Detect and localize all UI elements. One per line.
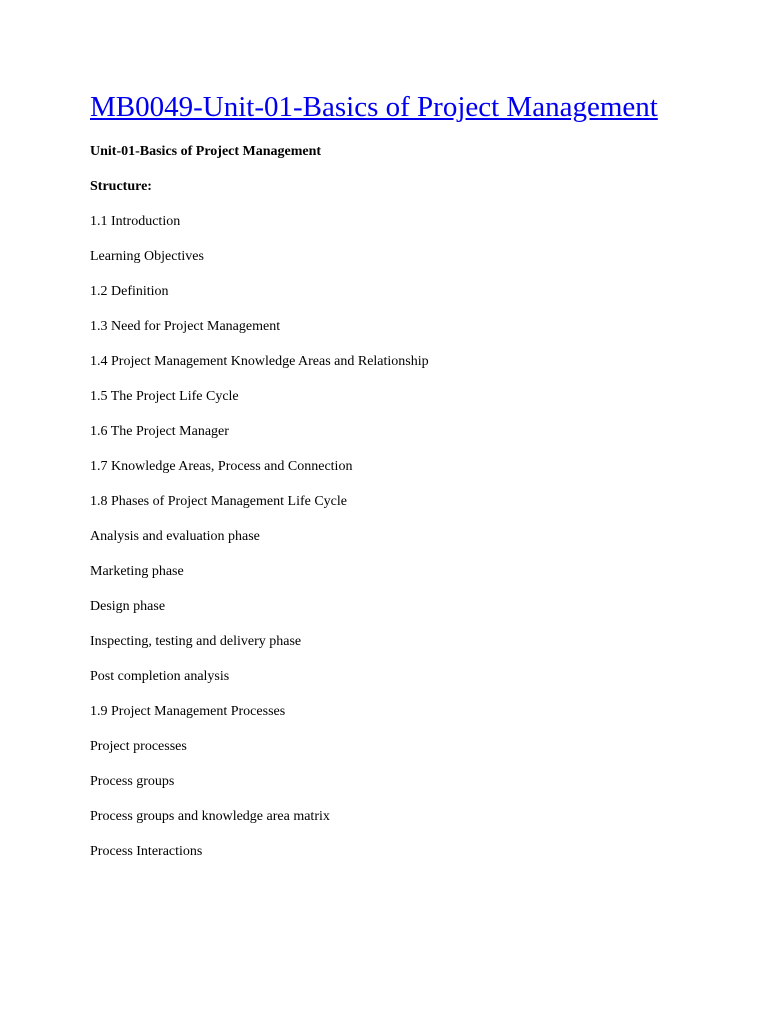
list-item: 1.6 The Project Manager [90, 424, 229, 439]
list-item: 1.9 Project Management Processes [90, 704, 286, 719]
list-item: Design phase [90, 599, 166, 614]
list-item: Learning Objectives [90, 249, 204, 264]
list-item: Inspecting, testing and delivery phase [90, 634, 302, 649]
list-item: 1.7 Knowledge Areas, Process and Connection [90, 459, 353, 474]
list-item: 1.5 The Project Life Cycle [90, 389, 239, 404]
document-body [90, 90, 730, 878]
list-item: Project processes [90, 739, 187, 754]
list-item: Process groups and knowledge area matrix [90, 809, 330, 824]
structure-heading: Structure: [90, 179, 152, 194]
list-item: Process groups [90, 774, 175, 789]
list-item: Process Interactions [90, 844, 203, 859]
list-item: 1.8 Phases of Project Management Life Cycle [90, 494, 347, 509]
table-of-contents [90, 213, 730, 861]
document-subtitle: Unit-01-Basics of Project Management [90, 144, 322, 159]
list-item: Post completion analysis [90, 669, 230, 684]
document-title-link[interactable]: MB0049-Unit-01-Basics of Project Management [90, 91, 658, 123]
list-item: Analysis and evaluation phase [90, 529, 260, 544]
list-item: 1.2 Definition [90, 284, 169, 299]
list-item: 1.4 Project Management Knowledge Areas and Relationship [90, 354, 429, 369]
list-item: Marketing phase [90, 564, 184, 579]
list-item: 1.1 Introduction [90, 214, 181, 229]
list-item: 1.3 Need for Project Management [90, 319, 281, 334]
